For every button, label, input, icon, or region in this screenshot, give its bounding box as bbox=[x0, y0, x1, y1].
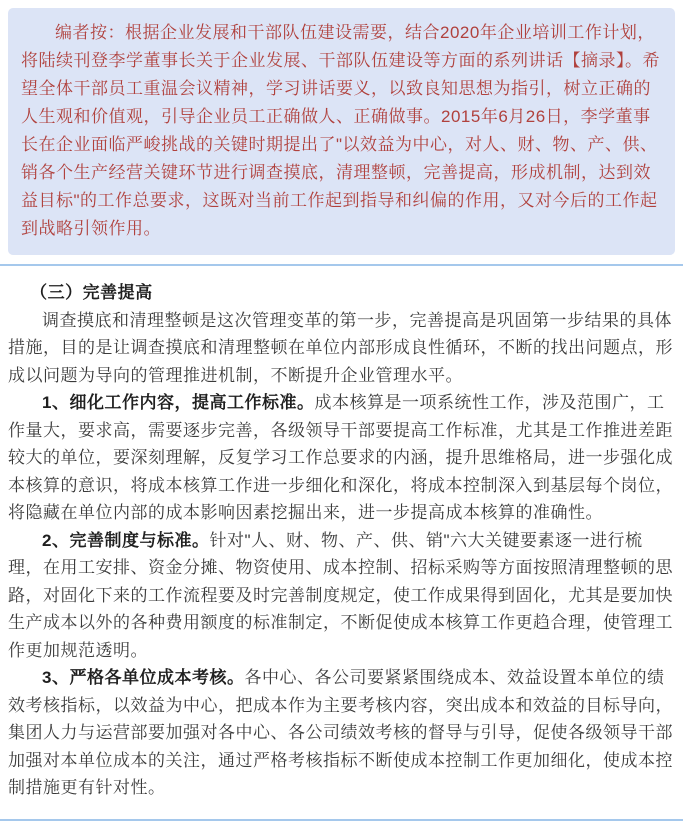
paragraph-point-3 bbox=[8, 664, 675, 802]
editor-note-text: 编者按：根据企业发展和干部队伍建设需要，结合2020年企业培训工作计划，将陆续刊登李学董事长关于企业发展、干部队伍建设等方面的系列讲话【摘录】。希望全体干部员工重温会议精神，学习讲话要义，以致良知思想为指引，树立正确的人生观和价值观，引导企业员工正确做人、正确做事。2015年6月26日，李学董事长在企业面临严峻挑战的关键时期提出了"以效益为中心，对人、财、物、产、供、销各个生产经营关键环节进行调查摸底，清理整顿，完善提高，形成机制，达到效益目标"的工作总要求，这既对当前工作起到指导和纠偏的作用，又对今后的工作起到战略引领作用。 bbox=[21, 23, 660, 238]
paragraph-point-1 bbox=[8, 389, 675, 527]
article-page bbox=[0, 8, 683, 797]
paragraph-point-1-text: 成本核算是一项系统性工作，涉及范围广，工作量大，要求高，需要逐步完善，各级领导干部要提高工作标准，尤其是工作推进差距较大的单位，要深刻理解，反复学习工作总要求的内涵，提升思维格局，进一步强化成本核算的意识，将成本核算工作进一步细化和深化，将成本控制深入到基层每个岗位，将隐藏在单位内部的成本影响因素挖掘出来，进一步提高成本核算的准确性。 bbox=[8, 393, 673, 522]
section-heading: （三）完善提高 bbox=[30, 283, 153, 302]
article-body bbox=[0, 266, 683, 802]
section-divider-bottom bbox=[0, 819, 683, 821]
paragraph-point-3-text: 各中心、各公司要紧紧围绕成本、效益设置本单位的绩效考核指标，以效益为中心，把成本作为主要考核内容，突出成本和效益的目标导向，集团人力与运营部要加强对各中心、各公司绩效考核的督导与引导，促使各级领导干部加强对本单位成本的关注，通过严格考核指标不断使成本控制工作更加细化，使成本控制措施更有针对性。 bbox=[8, 668, 673, 797]
paragraph-intro bbox=[8, 307, 675, 390]
paragraph-point-2-lead: 2、完善制度与标准。 bbox=[42, 530, 210, 550]
paragraph-point-1-lead: 1、细化工作内容，提高工作标准。 bbox=[42, 393, 315, 412]
paragraph-intro-text: 调查摸底和清理整顿是这次管理变革的第一步，完善提高是巩固第一步结果的具体措施，目的是让调查摸底和清理整顿在单位内部形成良性循环，不断的找出问题点，形成以问题为导向的管理推进机制，不断提升企业管理水平。 bbox=[8, 310, 673, 385]
paragraph-point-2 bbox=[8, 527, 675, 665]
paragraph-point-3-lead: 3、严格各单位成本考核。 bbox=[42, 668, 245, 687]
editor-note-box bbox=[8, 8, 675, 255]
paragraph-point-2-text: 针对"人、财、物、产、供、销"六大关键要素逐一进行梳理，在用工安排、资金分摊、物资使用、成本控制、招标采购等方面按照清理整顿的思路，对固化下来的工作流程要及时完善制度规定，使工作成果得到固化，尤其是要加快生产成本以外的各种费用额度的标准制定，不断促使成本核算工作更趋合理，使管理工作更加规范透明。 bbox=[8, 530, 673, 660]
